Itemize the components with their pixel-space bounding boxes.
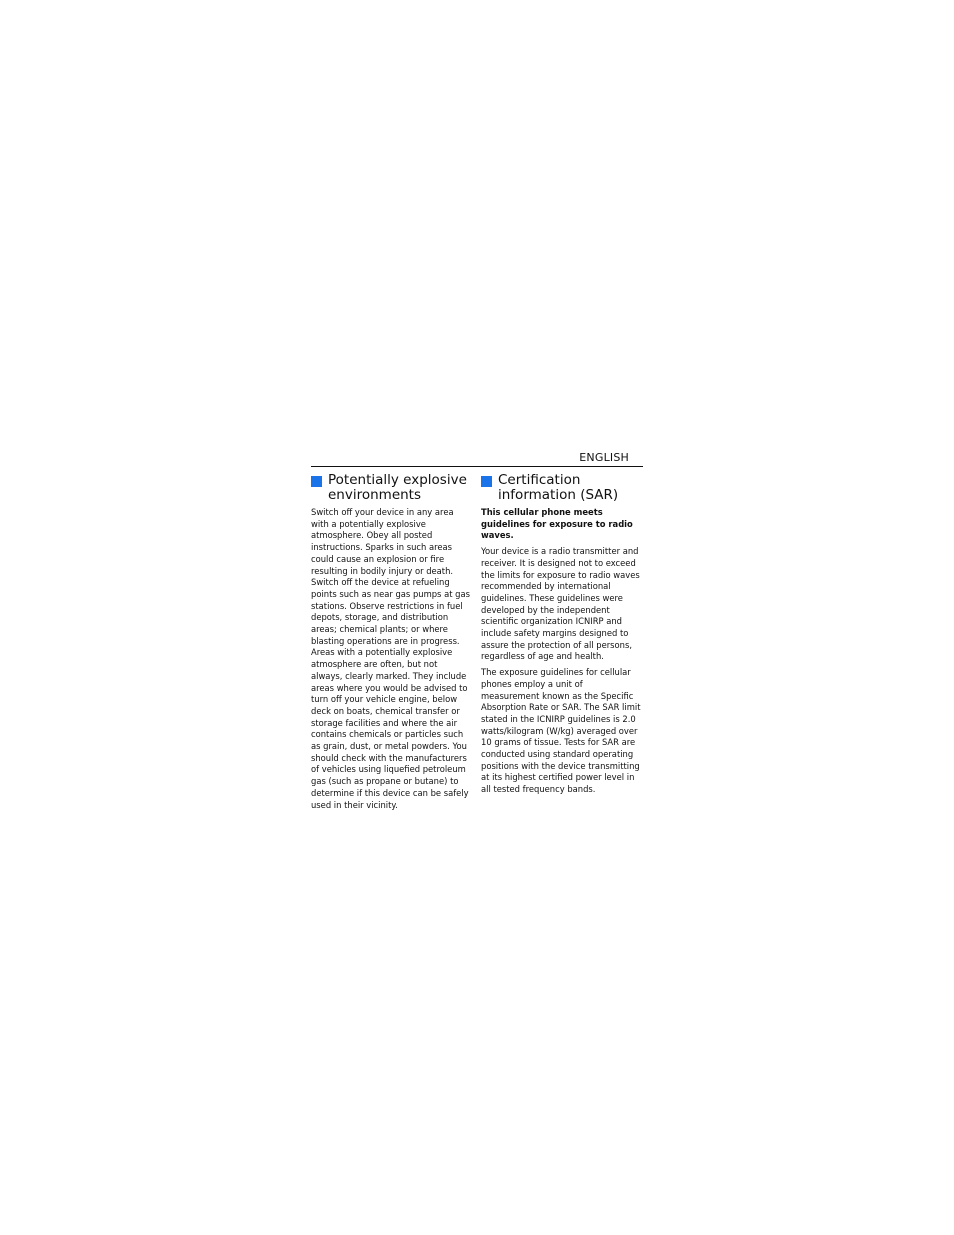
section-paragraph: Your device is a radio transmitter and receiver. It is designed not to exceed the limits for exposure to radio waves recommended by international guidelines. These guidelines were developed by the independent scientific organization ICNIRP and include safety margins designed to assure the protection of all persons, regardless of age and health. bbox=[481, 546, 640, 662]
section-body: Switch off your device in any area with a potentially explosive atmosphere. Obey all posted instructions. Sparks in such areas could cause an explosion or fire resulting in bodily injury or death. Switch off the device at refueling points such as near gas pumps at gas stations. Observe restrictions in fuel depots, storage, and distribution areas; chemical plants; or where blasting operations are in progress. Areas with a potentially explosive atmosphere are often, but not always, clearly marked. They include areas where you would be advised to turn off your vehicle engine, below deck on boats, chemical transfer or storage facilities and where the air contains chemicals or particles such as grain, dust, or metal powders. You should check with the manufacturers of vehicles using liquefied petroleum gas (such as propane or butane) to determine if this device can be safely used in their vicinity. bbox=[311, 507, 470, 810]
header-rule bbox=[311, 466, 643, 467]
section-explosive-environments bbox=[311, 473, 471, 811]
section-paragraph: The exposure guidelines for cellular phones employ a unit of measurement known as the Specific Absorption Rate or SAR. The SAR limit stated in the ICNIRP guidelines is 2.0 watts/kilogram (W/kg) averaged over 10 grams of tissue. Tests for SAR are conducted using standard operating positions with the device transmitting at its highest certified power level in all tested frequency bands. bbox=[481, 667, 641, 795]
section-heading bbox=[311, 473, 471, 503]
section-lead: This cellular phone meets guidelines for exposure to radio waves. bbox=[481, 507, 633, 541]
section-title: Certification information (SAR) bbox=[498, 472, 619, 503]
language-label: ENGLISH bbox=[579, 451, 629, 464]
section-heading bbox=[481, 473, 643, 503]
section-sar-certification bbox=[481, 473, 643, 800]
blue-square-icon bbox=[481, 476, 492, 487]
section-title: Potentially explosive environments bbox=[328, 472, 467, 503]
blue-square-icon bbox=[311, 476, 322, 487]
